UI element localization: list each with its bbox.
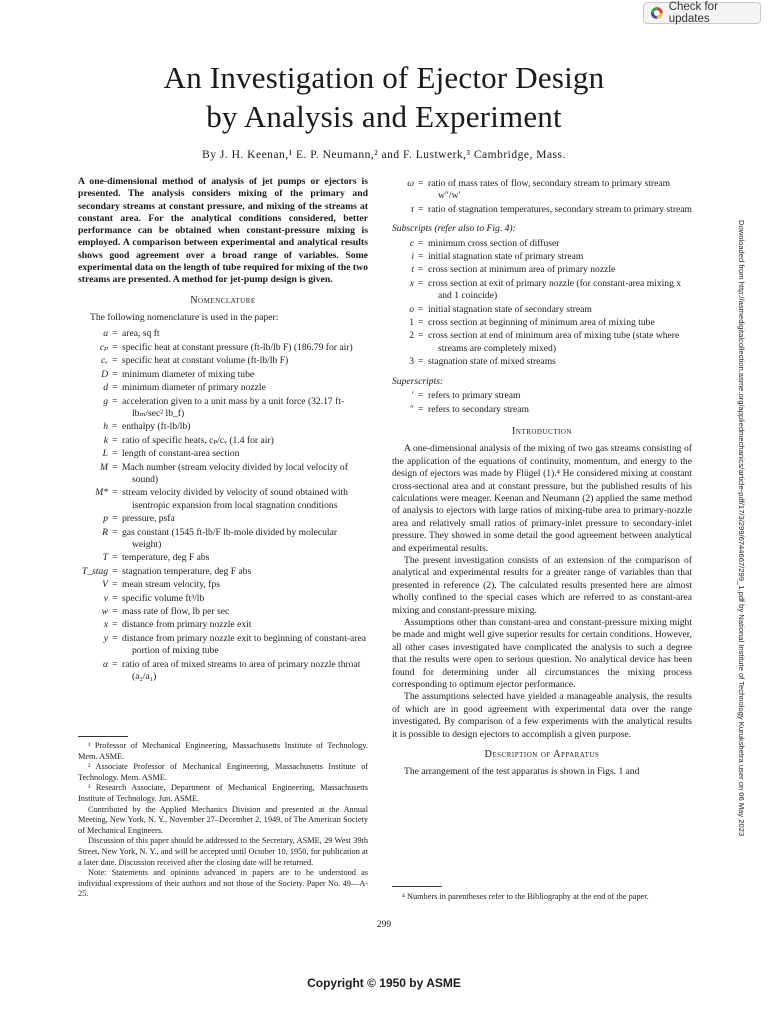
equals-sign: = [112,382,118,394]
left-column [78,176,368,684]
footnote-discussion: Discussion of this paper should be addressed to the Secretary, ASME, 29 West 39th Street, New York, N. Y., and will be accepted until October 10, 1950, for publication at a later date. Discussion received after the closing date will be returned. [78,836,368,867]
equals-sign: = [112,487,118,499]
nomenclature-definition: distance from primary nozzle exit [122,619,252,631]
equals-sign: = [112,513,118,525]
nomenclature-symbol: L [102,448,108,460]
nomenclature-symbol: M [100,461,108,473]
equals-sign: = [112,448,118,460]
superscript-symbol: ″ [410,403,414,415]
nomenclature-definition: distance from primary nozzle exit to beginning of constant-area portion of mixing tube [122,632,367,657]
nomenclature-definition: acceleration given to a unit mass by a unit force (32.17 ft-lbₘ/sec² lb_f) [122,395,345,419]
nomenclature-definition: ratio of specific heats, cₚ/cᵥ (1.4 for air) [122,434,274,446]
nomenclature-item [78,606,368,618]
nomenclature-item [78,527,368,552]
equals-sign: = [112,592,118,604]
greek-nomenclature-symbol: ω [407,178,414,189]
subscript-item [392,304,692,316]
authors-line: By J. H. Keenan,¹ E. P. Neumann,² and F. Lustwerk,³ Cambridge, Mass. [202,149,566,161]
subscript-definition: cross section at end of minimum area of mixing tube (state where streams are completely mixed) [428,330,680,354]
nomenclature-definition: mass rate of flow, lb per sec [122,606,230,618]
equals-sign: = [418,317,424,329]
copyright-notice: Copyright © 1950 by ASME [307,976,461,990]
nomenclature-definition: mean stream velocity, fps [122,579,220,591]
subscript-symbol: t [411,264,414,276]
nomenclature-definition: minimum diameter of mixing tube [122,368,255,380]
equals-sign: = [112,421,118,433]
nomenclature-definition: ratio of area of mixed streams to area of primary nozzle throat (a₂/a₁) [122,658,361,683]
apparatus-heading: Description of Apparatus [484,749,600,761]
subscript-definition: initial stagnation state of secondary stream [428,303,592,315]
subscript-item [392,251,692,263]
subscript-symbol: x [409,277,414,289]
subscript-item [392,356,692,368]
superscript-definition: refers to primary stream [428,390,521,402]
superscript-symbol: ′ [411,390,414,402]
nomenclature-definition: stream velocity divided by velocity of sound obtained with isentropic expansion from local stagnation conditions [122,487,348,511]
paper-title [0,58,768,136]
superscripts-list [392,390,692,416]
greek-nomenclature-item [392,178,692,203]
equals-sign: = [418,203,424,215]
nomenclature-intro: The following nomenclature is used in the paper: [90,312,279,324]
equals-sign: = [112,461,118,473]
nomenclature-symbol: a [103,328,108,340]
nomenclature-definition: pressure, psfa [122,513,175,525]
introduction-heading: Introduction [512,425,572,437]
equals-sign: = [112,368,118,380]
nomenclature-item [78,328,368,340]
download-watermark: Downloaded from http://asmedigitalcollection.asme.org/appliedmechanics/article-pdf/17/3/299/6744667/299_1.pdf by National Institute of Technology Kurukshetra user on 06 May 2023 [737,220,746,837]
subscript-definition: cross section at minimum area of primary nozzle [428,264,616,276]
superscript-item [392,390,692,402]
equals-sign: = [418,264,424,276]
greek-nomenclature-list [392,178,692,216]
subscript-item [392,264,692,276]
nomenclature-item [78,487,368,512]
nomenclature-item [78,659,368,684]
subscripts-heading: Subscripts (refer also to Fig. 4): [392,223,516,235]
nomenclature-symbol: cₚ [99,341,108,353]
subscript-item [392,238,692,250]
nomenclature-item [78,633,368,658]
nomenclature-symbol: R [102,526,108,538]
subscript-symbol: c [409,237,414,249]
footnote-2: ² Associate Professor of Mechanical Engineering, Massachusetts Institute of Technology. Mem. ASME. [78,762,368,782]
nomenclature-symbol: D [101,368,108,380]
equals-sign: = [112,606,118,618]
nomenclature-symbol: V [102,579,108,591]
nomenclature-symbol: y [103,632,108,644]
footnote-note: Note: Statements and opinions advanced in papers are to be understood as individual expressions of their authors and not those of the Society. Paper No. 49—A-25. [78,868,368,899]
nomenclature-item [78,513,368,525]
superscripts-heading: Superscripts: [392,375,444,387]
nomenclature-item [78,342,368,354]
nomenclature-definition: minimum diameter of primary nozzle [122,382,266,394]
equals-sign: = [112,341,118,353]
subscript-symbol: i [411,251,414,263]
subscript-item [392,330,692,355]
equals-sign: = [112,632,118,644]
footnote-3: ³ Research Associate, Department of Mechanical Engineering, Massachusetts Institute of Technology. Jun. ASME. [78,783,368,803]
nomenclature-symbol: cᵥ [101,355,108,367]
page-number: 299 [376,920,392,930]
subscripts-list [392,238,692,369]
equals-sign: = [112,579,118,591]
subscript-symbol: 3 [409,356,414,368]
nomenclature-item [78,435,368,447]
equals-sign: = [112,619,118,631]
nomenclature-list [78,328,368,683]
nomenclature-heading: Nomenclature [190,294,256,306]
superscript-item [392,404,692,416]
footnote-divider [78,736,128,737]
nomenclature-symbol: h [103,421,108,433]
equals-sign: = [418,403,424,415]
nomenclature-item [78,421,368,433]
nomenclature-definition: temperature, deg F abs [122,552,210,564]
nomenclature-item [78,448,368,460]
subscript-definition: cross section at exit of primary nozzle (for constant-area mixing x and 1 coincide) [428,277,682,302]
footnote-divider-right [392,886,442,887]
crossmark-icon [650,6,664,20]
subscript-definition: stagnation state of mixed streams [428,356,556,368]
nomenclature-symbol: x [103,619,108,631]
equals-sign: = [112,565,118,577]
intro-paragraph-3: Assumptions other than constant-area and constant-pressure mixing might be made and might well give superior results for certain conditions. However, all other cases investigated have complicated the analysis to such a degree that the results were open to serious question. No analytical device has been found for determining under all circumstances the mixing process corresponding to optimum ejector performance. [392,617,692,691]
nomenclature-item [78,579,368,591]
equals-sign: = [418,237,424,249]
superscript-definition: refers to secondary stream [428,403,529,415]
equals-sign: = [112,328,118,340]
nomenclature-item [78,382,368,394]
nomenclature-symbol: T [102,552,108,564]
abstract: A one-dimensional method of analysis of jet pumps or ejectors is presented. The analysis considers mixing of the primary and secondary streams at constant pressure, and mixing of the streams at constant area. For the analytical conditions considered, better performance can be obtained when constant-pressure mixing is employed. A comparison between experimental and analytical results shows good agreement over a broad range of variables. Some experimental data on the length of tube required for mixing of the two streams are presented. A method for jet-pump design is given. [78,176,368,286]
nomenclature-symbol: T_stag [81,565,108,577]
subscript-symbol: 1 [409,317,414,329]
nomenclature-item [78,593,368,605]
title-line-2: by Analysis and Experiment [206,99,562,134]
intro-paragraph-4: The assumptions selected have yielded a manageable analysis, the results of which are in good agreement with experimental data over the range investigated. By comparison of a few experiments with the analytical results it is possible to design ejectors to accomplish a given purpose. [392,691,692,740]
greek-nomenclature-definition: ratio of stagnation temperatures, secondary stream to primary stream [428,203,693,215]
footnotes-left [78,741,368,900]
subscript-item [392,317,692,329]
nomenclature-definition: gas constant (1545 ft-lb/F lb-mole divided by molecular weight) [122,526,338,550]
apparatus-paragraph-1: The arrangement of the test apparatus is shown in Figs. 1 and [404,766,640,778]
equals-sign: = [418,303,424,315]
nomenclature-symbol: v [103,592,108,604]
greek-nomenclature-item [392,204,692,216]
nomenclature-item [78,566,368,578]
footnote-4-text: ⁴ Numbers in parentheses refer to the Bibliography at the end of the paper. [402,892,649,901]
nomenclature-definition: stagnation temperature, deg F abs [122,565,252,577]
equals-sign: = [112,526,118,538]
equals-sign: = [112,355,118,367]
footnote-4 [392,892,692,903]
footnote-contributed: Contributed by the Applied Mechanics Division and presented at the Annual Meeting, New York, N. Y., November 27–December 2, 1949, of The American Society of Mechanical Engineers. [78,804,368,835]
equals-sign: = [112,658,118,670]
nomenclature-symbol: g [103,395,108,407]
equals-sign: = [418,277,424,289]
title-line-1: An Investigation of Ejector Design [163,60,605,95]
nomenclature-item [78,369,368,381]
equals-sign: = [112,434,118,446]
nomenclature-definition: specific volume ft³/lb [122,592,205,604]
greek-nomenclature-symbol: τ [410,203,414,215]
nomenclature-definition: area, sq ft [122,328,160,340]
subscript-symbol: o [409,303,414,315]
equals-sign: = [112,395,118,407]
subscript-definition: initial stagnation state of primary stream [428,251,584,263]
nomenclature-symbol: w [101,606,108,618]
nomenclature-item [78,355,368,367]
subscript-definition: minimum cross section of diffuser [428,237,560,249]
nomenclature-symbol: M* [95,487,108,499]
subscript-symbol: 2 [409,330,414,342]
equals-sign: = [418,390,424,402]
subscript-definition: cross section at beginning of minimum area of mixing tube [428,317,655,329]
nomenclature-definition: specific heat at constant pressure (ft-lb/lb F) (186.79 for air) [122,341,353,353]
nomenclature-item [78,552,368,564]
greek-nomenclature-definition: ratio of mass rates of flow, secondary stream to primary stream w″/w′ [428,178,671,202]
nomenclature-item [78,396,368,421]
equals-sign: = [112,552,118,564]
equals-sign: = [418,330,424,342]
check-for-updates-button[interactable] [643,2,761,24]
nomenclature-definition: enthalpy (ft-lb/lb) [122,421,191,433]
equals-sign: = [418,251,424,263]
equals-sign: = [418,178,424,189]
intro-paragraph-2: The present investigation consists of an extension of the comparison of analytical and experimental results for a greater range of variables than that presented in reference (2). The calculated results presented here are almost wholly confined to the special cases which are referred to as constant-area mixing and constant-pressure mixing. [392,554,692,616]
nomenclature-symbol: d [103,382,108,394]
equals-sign: = [418,356,424,368]
nomenclature-definition: Mach number (stream velocity divided by local velocity of sound) [122,461,348,485]
right-column [392,178,692,779]
nomenclature-item [78,619,368,631]
footnote-1: ¹ Professor of Mechanical Engineering, Massachusetts Institute of Technology. Mem. ASME. [78,741,368,761]
nomenclature-symbol: p [103,513,108,525]
intro-paragraph-1: A one-dimensional analysis of the mixing of two gas streams consisting of the application of the equations of continuity, momentum, and energy to the design of ejectors was made by Flügel (1).⁴ He considered mixing at constant cross-sectional area and at constant pressure, but the published results of his calculations were meager. Keenan and Neumann (2) applied the same method of analysis to ejectors with large ratios of mixing-tube area to primary-nozzle area and relatively small ratios of primary-inlet pressure to secondary-inlet pressure. They showed in some detail the good agreement between analytical and experimental results. [392,443,692,554]
subscript-item [392,278,692,303]
nomenclature-symbol: k [103,434,108,446]
nomenclature-definition: specific heat at constant volume (ft-lb/lb F) [122,355,289,367]
nomenclature-definition: length of constant-area section [122,448,240,460]
check-for-updates-label: Check for updates [668,1,718,25]
nomenclature-symbol: α [102,658,108,670]
nomenclature-item [78,462,368,487]
